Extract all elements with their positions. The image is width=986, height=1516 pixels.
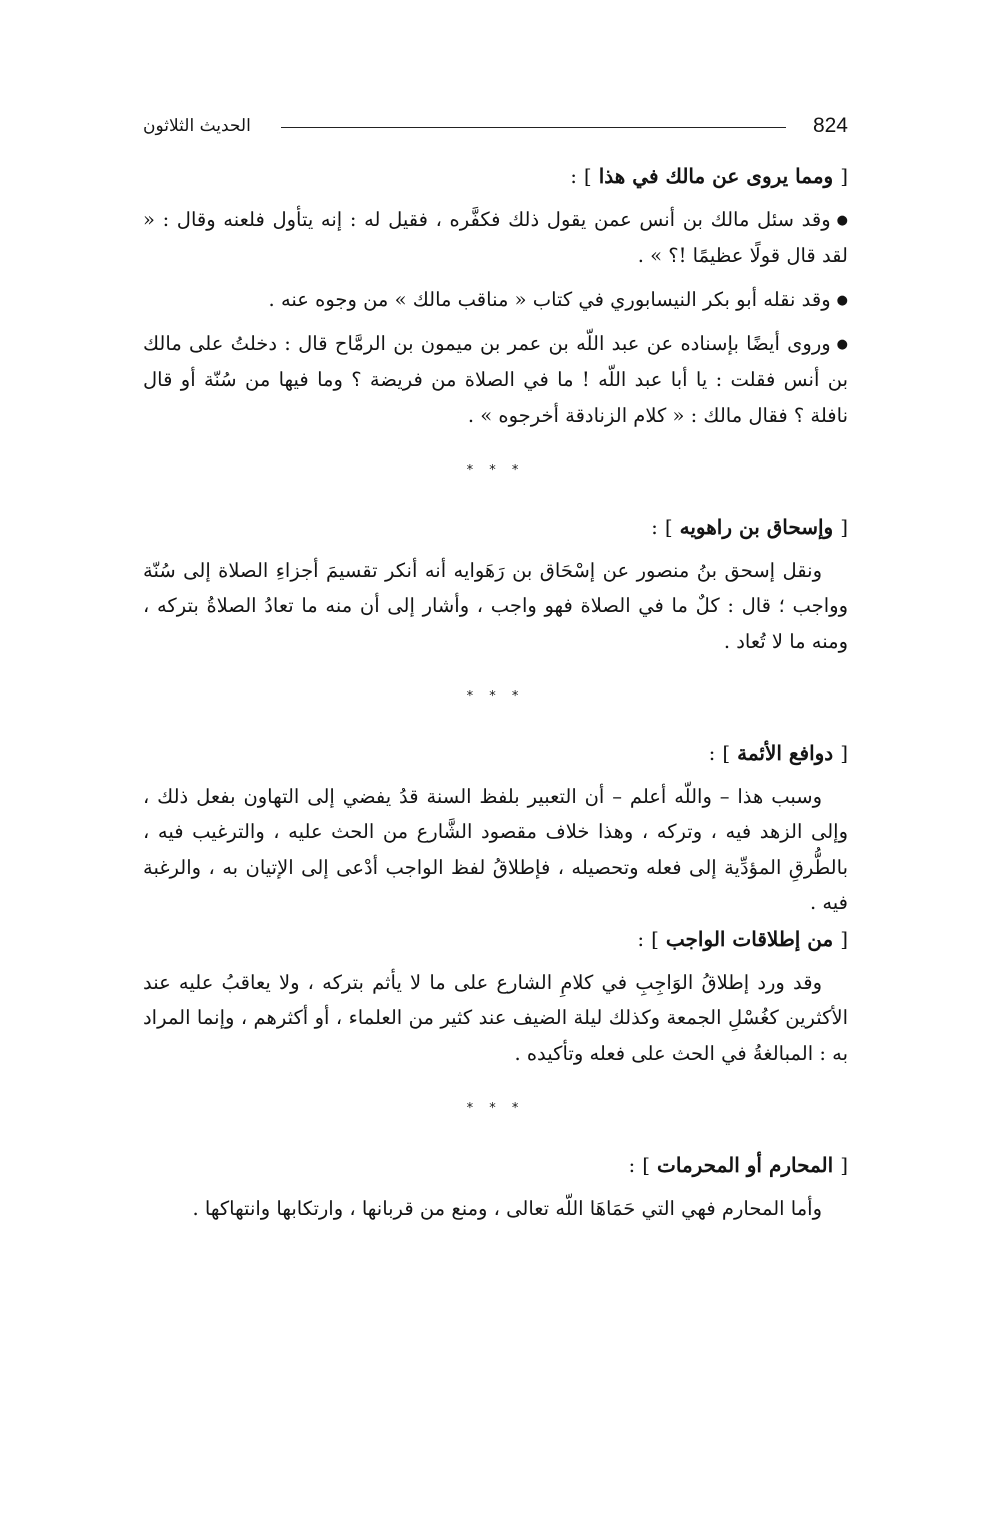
section-heading-text: المحارم أو المحرمات	[657, 1152, 834, 1177]
section-prohibitions	[143, 1147, 848, 1227]
section-separator: * * *	[466, 689, 525, 705]
heading-colon: :	[651, 514, 658, 539]
section-separator: * * *	[466, 1101, 525, 1117]
bracket-open: [	[840, 514, 848, 539]
section-separator: * * *	[466, 463, 525, 479]
heading-colon: :	[628, 1152, 636, 1177]
section-ishaq	[143, 509, 848, 660]
section-heading-text: دوافع الأئمة	[737, 740, 834, 765]
page-number: 824	[812, 114, 848, 137]
bullet-icon: ●	[836, 336, 848, 352]
bracket-close: ]	[722, 740, 731, 765]
paragraph: ونقل إسحق بنُ منصور عن إسْحَاق بن رَهَوايه أنه أنكر تقسيمَ أجزاءِ الصلاة إلى سُنّة وواجب ؛ قال : كلٌ ما في الصلاة فهو واجب ، وأشار إلى أن منه ما تعادُ الصلاةُ بتركه ، ومنه ما لا تُعاد .	[143, 558, 848, 653]
bullet-icon: ●	[836, 212, 848, 228]
section-obligation-usages	[143, 921, 848, 1072]
section-motives	[143, 735, 848, 921]
paragraph	[143, 326, 848, 433]
section-malik	[143, 158, 848, 433]
header-rule	[281, 127, 786, 128]
bracket-close: ]	[664, 514, 673, 539]
bracket-close: ]	[642, 1152, 651, 1177]
heading-colon: :	[637, 926, 645, 951]
bracket-close: ]	[583, 164, 592, 188]
bracket-open: [	[840, 926, 848, 951]
section-heading-text: وإسحاق بن راهويه	[679, 514, 834, 539]
bracket-close: ]	[651, 926, 659, 951]
paragraph: وأما المحارم فهي التي حَمَاهَا اللّه تعالى ، ومنع من قربانها ، وارتكابها وانتهاكها .	[192, 1196, 822, 1220]
paragraph: وسبب هذا – واللّه أعلم – أن التعبير بلفظ السنة قدُ يفضي إلى التهاون بفعل ذلك ، وإلى الزهد فيه ، وتركه ، وهذا خلاف مقصود الشَّارع من الحث عليه ، والترغيب فيه ، بالطُّرقِ المؤدِّية إلى فعله وتحصيله ، فإطلاقُ لفظ الواجب أدْعى إلى الإتيان به ، والرغبة فيه .	[143, 784, 848, 915]
section-heading	[143, 158, 848, 194]
section-heading	[143, 509, 848, 545]
paragraph-text: وقد نقله أبو بكر النيسابوري في كتاب « مناقب مالك » من وجوه عنه .	[268, 287, 831, 311]
running-title: الحديث الثلاثون	[143, 116, 251, 136]
bracket-open: [	[840, 164, 848, 188]
paragraph-text: وقد سئل مالك بن أنس عمن يقول ذلك فكفَّره ، فقيل له : إنه يتأول فلعنه وقال : « لقد قال قولًا عظيمًا !؟ » .	[143, 208, 848, 268]
paragraph	[143, 282, 848, 318]
page-body	[143, 158, 848, 1226]
bullet-icon: ●	[836, 292, 848, 308]
heading-colon: :	[570, 164, 577, 188]
section-heading	[143, 735, 848, 771]
paragraph	[143, 202, 848, 274]
paragraph-text: وروى أيضًا بإسناده عن عبد اللّه بن عمر بن ميمون بن الرمَّاح قال : دخلتُ على مالك بن أنس فقلت : يا أبا عبد اللّه ! ما في الصلاة من فريضة ؟ وما فيها من سُنّة أو قال نافلة ؟ فقال مالك : « كلام الزنادقة أخرجوه » .	[143, 332, 848, 427]
paragraph: وقد ورد إطلاقُ الوَاجِبِ في كلامِ الشارع على ما لا يأثم بتركه ، ولا يعاقبُ عليه عند الأكثرين كغُسْلِ الجمعة وكذلك ليلة الضيف عند كثير من العلماء ، أو أكثرهم ، وإنما المراد به : المبالغةُ في الحث على فعله وتأكيده .	[143, 970, 848, 1065]
section-heading-text: من إطلاقات الواجب	[665, 926, 834, 951]
heading-colon: :	[708, 740, 716, 765]
section-heading	[143, 1147, 848, 1183]
running-header	[143, 112, 848, 140]
section-heading	[143, 921, 848, 957]
bracket-open: [	[840, 740, 848, 765]
bracket-open: [	[840, 1152, 848, 1177]
section-heading-text: ومما يروى عن مالك في هذا	[598, 164, 834, 188]
